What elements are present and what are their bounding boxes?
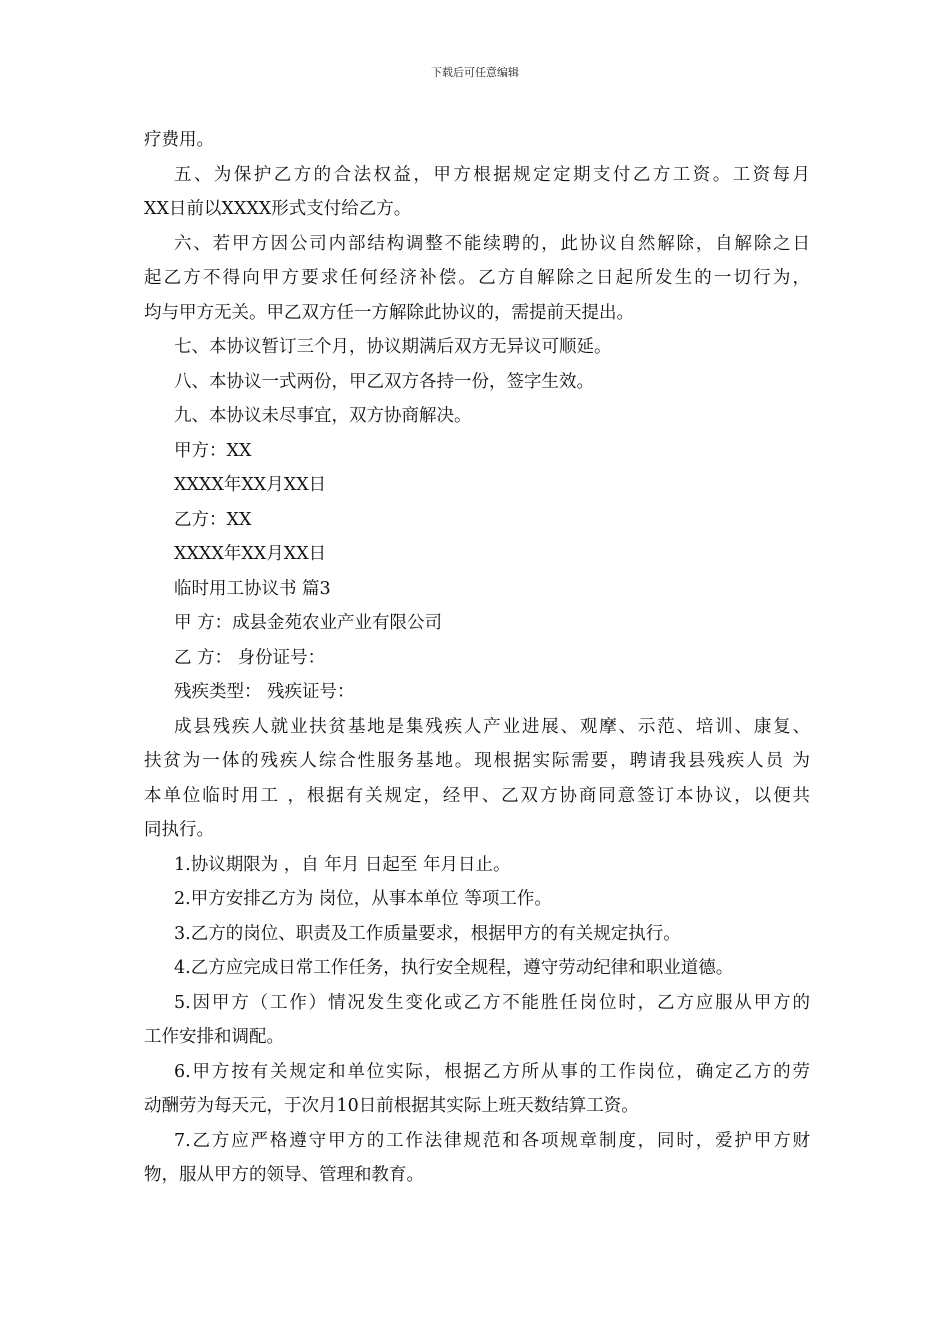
text-line: XXXX年XX月XX日 — [174, 544, 327, 564]
text-line: 同执行。 — [144, 820, 214, 840]
text-line: 乙方：XX — [174, 509, 252, 530]
text-line: 疗费用。 — [144, 130, 214, 150]
text-line: 八、本协议一式两份，甲乙双方各持一份，签字生效。 — [174, 371, 594, 392]
text-line: 起乙方不得向甲方要求任何经济补偿。乙方自解除之日起所发生的一切行为， — [144, 268, 810, 288]
text-line: 均与甲方无关。甲乙双方任一方解除此协议的，需提前天提出。 — [144, 302, 634, 323]
text-line: XX日前以XXXX形式支付给乙方。 — [144, 199, 412, 219]
text-line: 物，服从甲方的领导、管理和教育。 — [144, 1165, 424, 1185]
text-line: 成县残疾人就业扶贫基地是集残疾人产业进展、观摩、示范、培训、康复、 — [174, 716, 810, 737]
header-note: 下载后可任意编辑 — [431, 66, 519, 79]
document-body — [144, 123, 810, 1193]
text-line: 临时用工协议书 篇3 — [174, 578, 331, 599]
text-line: 6.甲方按有关规定和单位实际，根据乙方所从事的工作岗位，确定乙方的劳 — [174, 1061, 810, 1082]
text-line: 乙 方： 身份证号： — [174, 647, 326, 668]
text-line: 残疾类型： 残疾证号： — [174, 682, 355, 702]
text-line: 7.乙方应严格遵守甲方的工作法律规范和各项规章制度，同时，爱护甲方财 — [174, 1130, 810, 1151]
text-line: 动酬劳为每天元，于次月10日前根据其实际上班天数结算工资。 — [144, 1096, 639, 1116]
text-line: XXXX年XX月XX日 — [174, 475, 327, 495]
text-line: 九、本协议未尽事宜，双方协商解决。 — [174, 406, 472, 426]
text-line: 3.乙方的岗位、职责及工作质量要求，根据甲方的有关规定执行。 — [174, 923, 681, 944]
text-line: 5.因甲方（工作）情况发生变化或乙方不能胜任岗位时，乙方应服从甲方的 — [174, 992, 810, 1013]
text-line: 五、为保护乙方的合法权益，甲方根据规定定期支付乙方工资。工资每月 — [174, 164, 810, 185]
text-line: 甲方：XX — [174, 440, 252, 461]
text-line: 4.乙方应完成日常工作任务，执行安全规程，遵守劳动纪律和职业道德。 — [174, 958, 734, 978]
text-line: 1.协议期限为 ，自 年月 日起至 年月日止。 — [174, 854, 511, 875]
text-line: 七、本协议暂订三个月，协议期满后双方无异议可顺延。 — [174, 337, 612, 357]
text-line: 2.甲方安排乙方为 岗位，从事本单位 等项工作。 — [174, 889, 552, 909]
text-line: 工作安排和调配。 — [144, 1027, 284, 1047]
text-line: 本单位临时用工 ，根据有关规定，经甲、乙双方协商同意签订本协议，以便共 — [144, 785, 810, 806]
text-line: 六、若甲方因公司内部结构调整不能续聘的，此协议自然解除，自解除之日 — [174, 233, 810, 254]
text-line: 扶贫为一体的残疾人综合性服务基地。现根据实际需要，聘请我县残疾人员 为 — [144, 751, 810, 771]
text-line: 甲 方：成县金苑农业产业有限公司 — [174, 613, 443, 633]
